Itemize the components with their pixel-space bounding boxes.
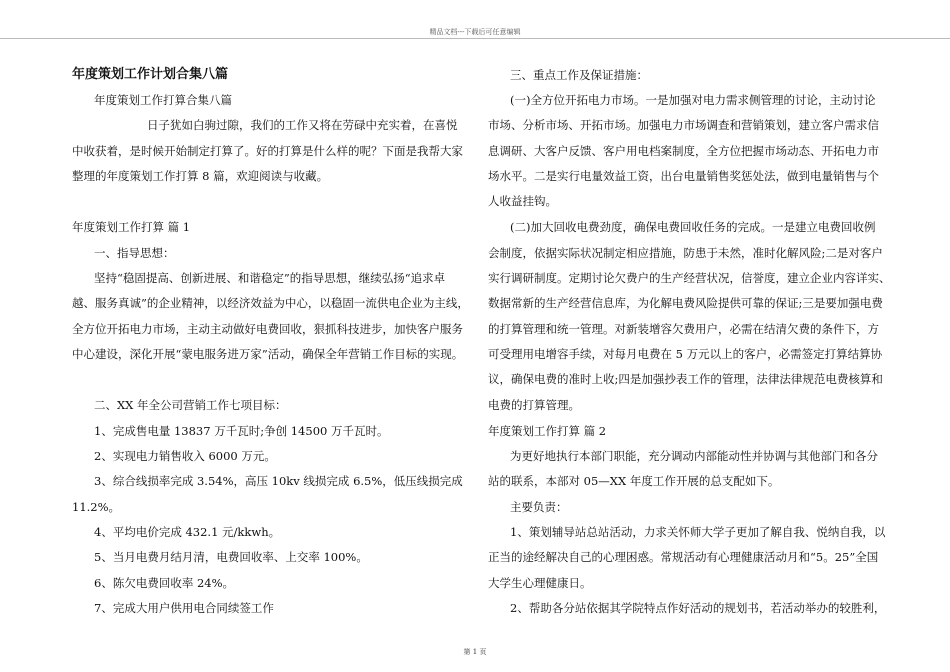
document-title: 年度策划工作计划合集八篇 (72, 67, 229, 82)
paragraph-line: 越、服务真诚”的企业精神，以经济效益为中心，以稳固一流供电企业为主线， (72, 296, 469, 310)
paragraph-line: 2、帮助各分站依据其学院特点作好活动的规划书，若活动举办的较胜利， (510, 601, 886, 615)
paragraph-line: 坚持“稳固提高、创新进展、和谐稳定”的指导思想，继续弘扬“追求卓 (94, 271, 446, 285)
subheading: 主要负责： (510, 500, 568, 514)
section-heading: 年度策划工作打算 篇 2 (488, 424, 607, 438)
paragraph-line: 站的联系，本部对 05—XX 年度工作开展的总支配如下。 (488, 474, 780, 488)
paragraph-line: 中心建设，深化开展“蒙电服务进万家”活动，确保全年营销工作目标的实现。 (72, 347, 464, 361)
paragraph-line: 息调研、大客户反馈、客户用电档案制度，全方位把握市场动态、开拓电力市 (488, 144, 879, 158)
subheading: 一、指导思想： (94, 246, 175, 260)
list-item: 11.2%。 (72, 500, 121, 514)
list-item: 6、陈欠电费回收率 24%。 (94, 576, 235, 590)
paragraph-line: (二)加大回收电费劲度，确保电费回收任务的完成。一是建立电费回收例 (510, 220, 876, 234)
paragraph-line: 人收益挂钩。 (488, 194, 557, 208)
paragraph-line: 议，确保电费的准时上收;四是加强抄表工作的管理，法律法律规范电费核算和 (488, 372, 883, 386)
paragraph-line: 场水平。二是实行电量效益工资，出台电量销售奖惩处法，做到电量销售与个 (488, 169, 879, 183)
list-item: 2、实现电力销售收入 6000 万元。 (94, 449, 276, 463)
intro-line: 整理的年度策划工作打算 8 篇，欢迎阅读与收藏。 (72, 169, 329, 183)
paragraph-line: 会制度，依据实际状况制定相应措施，防患于未然，准时化解风险;二是对客户 (488, 246, 883, 260)
header-divider (0, 38, 950, 39)
list-item: 1、完成售电量 13837 万千瓦时;争创 14500 万千瓦时。 (94, 424, 389, 438)
list-item: 5、当月电费月结月清，电费回收率、上交率 100%。 (94, 550, 368, 564)
paragraph-line: 正当的途经解决自己的心理困惑。常规活动有心理健康活动月和“5。25”全国 (488, 550, 879, 564)
intro-line: 日子犹如白驹过隙，我们的工作又将在劳碌中充实着，在喜悦 (147, 118, 458, 132)
paragraph-line: 1、策划辅导站总站活动，力求关怀师大学子更加了解自我、悦纳自我，以 (510, 525, 886, 539)
header-note: 精品文档---下载后可任意编辑 (429, 28, 521, 36)
paragraph-line: 数据常新的生产经营信息库，为化解电费风险提供可靠的保证;三是要加强电费 (488, 296, 883, 310)
paragraph-line: 的打算管理和统一管理。对新装增容欠费用户，必需在结清欠费的条件下，方 (488, 322, 879, 336)
paragraph-line: 为更好地执行本部门职能，充分调动内部能动性并协调与其他部门和各分 (510, 449, 878, 463)
intro-line: 中收获着，是时候开始制定打算了。好的打算是什么样的呢？下面是我帮大家 (72, 144, 463, 158)
subtitle: 年度策划工作打算合集八篇 (94, 93, 232, 107)
paragraph-line: 电费的打算管理。 (488, 398, 580, 412)
section-heading: 年度策划工作打算 篇 1 (72, 220, 191, 234)
subheading: 三、重点工作及保证措施： (510, 68, 648, 82)
list-item: 7、完成大用户供用电合同续签工作 (94, 601, 274, 615)
paragraph-line: (一)全方位开拓电力市场。一是加强对电力需求侧管理的讨论，主动讨论 (510, 93, 876, 107)
paragraph-line: 实行调研制度。定期讨论欠费户的生产经营状况，信誉度，建立企业内容详实、 (488, 271, 891, 285)
list-item: 4、平均电价完成 432.1 元/kkwh。 (94, 525, 281, 539)
paragraph-line: 全方位开拓电力市场，主动主动做好电费回收，狠抓科技进步，加快客户服务 (72, 322, 463, 336)
page-number: 第 1 页 (463, 648, 487, 656)
paragraph-line: 大学生心理健康日。 (488, 576, 592, 590)
list-item: 3、综合线损率完成 3.54%，高压 10kv 线损完成 6.5%，低压线损完成 (94, 474, 463, 488)
paragraph-line: 市场、分析市场、开拓市场。加强电力市场调查和营销策划，建立客户需求信 (488, 118, 879, 132)
paragraph-line: 可受理用电增容手续，对每月电费在 5 万元以上的客户，必需签定打算结算协 (488, 347, 883, 361)
subheading: 二、XX 年全公司营销工作七项目标： (94, 398, 287, 412)
